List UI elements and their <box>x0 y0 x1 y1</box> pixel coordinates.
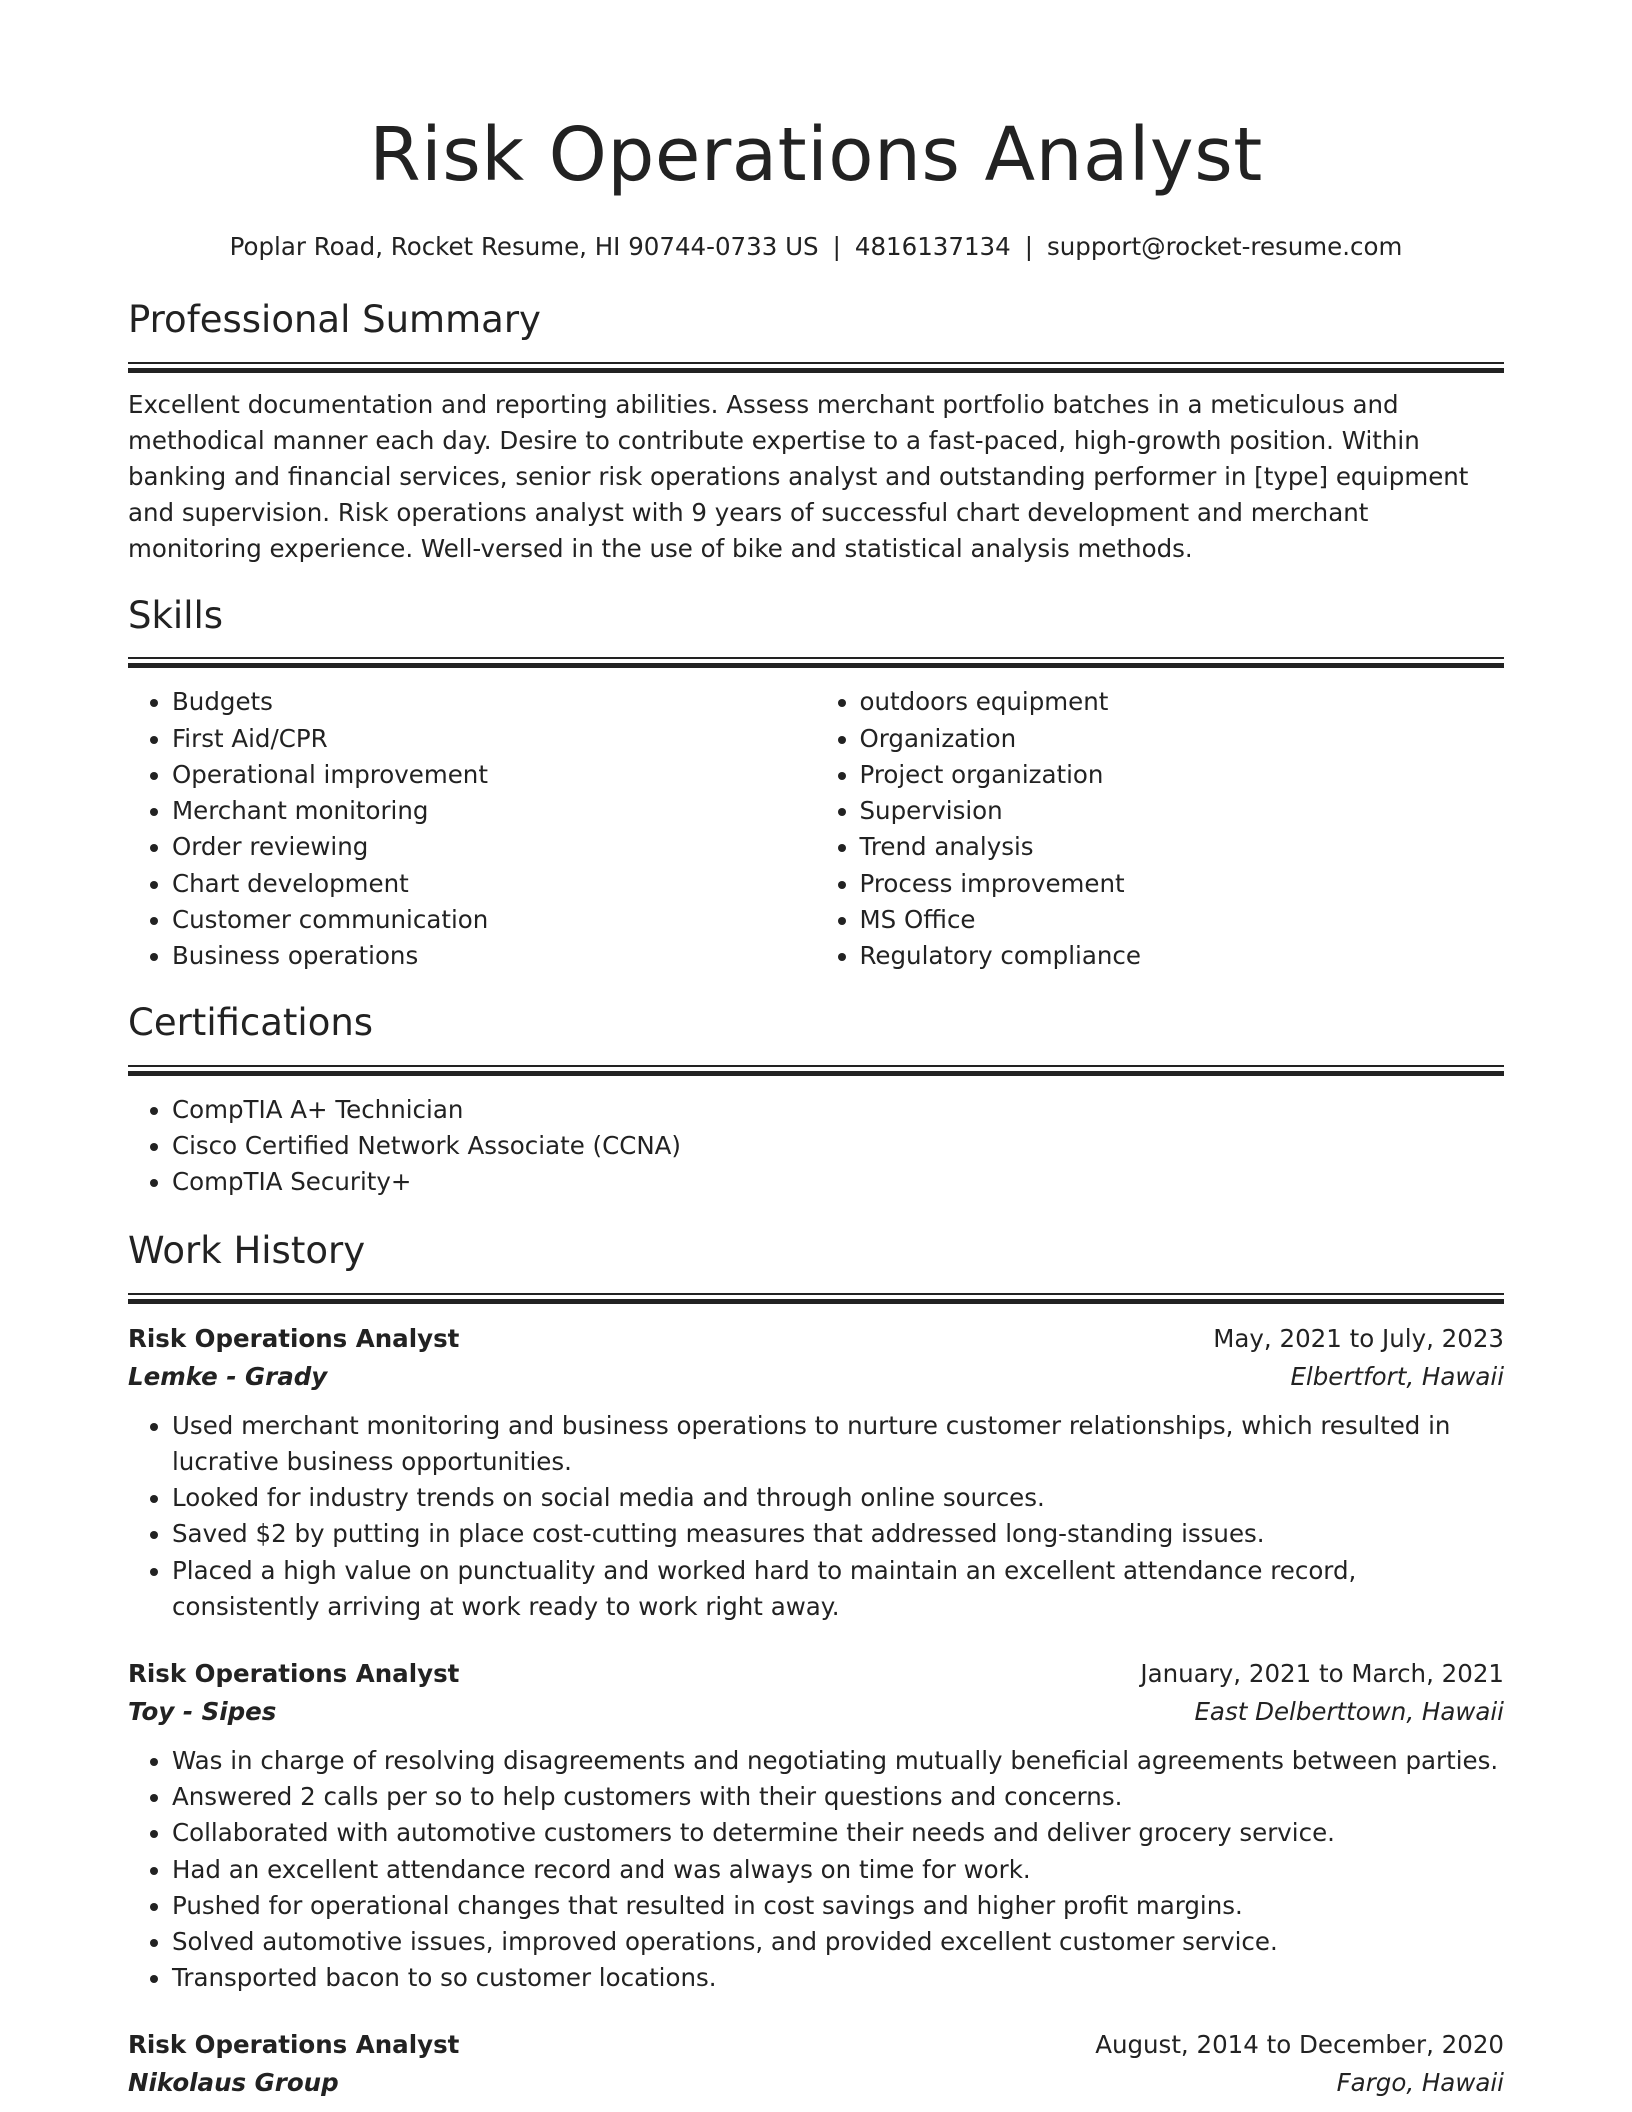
summary-section <box>128 299 1504 567</box>
certifications-list <box>128 1092 1504 1201</box>
skill-item: • Merchant monitoring <box>172 793 817 829</box>
skill-item: • Trend analysis <box>860 829 1505 865</box>
skill-item: • First Aid/CPR <box>172 721 817 757</box>
job-subheader <box>128 1358 1504 1396</box>
job-title: Risk Operations Analyst <box>128 1323 460 1353</box>
certification-item: • CompTIA A+ Technician <box>172 1092 1504 1128</box>
skills-columns <box>128 668 1504 974</box>
job-entry <box>128 2026 1504 2102</box>
job-header <box>128 2026 1504 2064</box>
job-title: Risk Operations Analyst <box>128 2030 460 2060</box>
skill-item: • Customer communication <box>172 902 817 938</box>
section-divider <box>128 1293 1504 1304</box>
job-bullet: • Collaborated with automotive customers to determine their needs and deliver grocery service. <box>172 1815 1504 1851</box>
skill-item: • Supervision <box>860 793 1505 829</box>
section-divider <box>128 362 1504 373</box>
job-bullet: • Used merchant monitoring and business operations to nurture customer relationships, which resulted in lucrative business opportunities. <box>172 1408 1504 1480</box>
job-bullet: • Transported bacon to so customer locations. <box>172 1960 1504 1996</box>
summary-text: Excellent documentation and reporting abilities. Assess merchant portfolio batches in a meticulous and methodical manner each day. Desire to contribute expertise to a fast-paced, high-growth position. Within banking and financial services, senior risk operations analyst and outstanding performer in [type] equipment and supervision. Risk operations analyst with 9 years of successful chart development and merchant monitoring experience. Well-versed in the use of bike and statistical analysis methods. <box>128 389 1469 563</box>
skill-item: • outdoors equipment <box>860 684 1505 720</box>
email: support@rocket-resume.com <box>1047 232 1403 261</box>
job-subheader <box>128 1693 1504 1731</box>
job-subheader <box>128 2064 1504 2102</box>
section-divider <box>128 657 1504 668</box>
job-dates: January, 2021 to March, 2021 <box>1140 1659 1504 1689</box>
job-dates: August, 2014 to December, 2020 <box>1095 2030 1504 2060</box>
certifications-section <box>128 1002 1504 1200</box>
job-dates: May, 2021 to July, 2023 <box>1213 1323 1504 1353</box>
skill-item: • Project organization <box>860 757 1505 793</box>
work-history-section <box>128 1230 1504 2102</box>
job-header <box>128 1655 1504 1693</box>
job-bullet: • Placed a high value on punctuality and worked hard to maintain an excellent attendance record, consistently arriving at work ready to work right away. <box>172 1553 1504 1625</box>
section-title-work-history: Work History <box>128 1229 366 1273</box>
job-bullets <box>128 1408 1504 1625</box>
job-location: East Delberttown, Hawaii <box>1194 1697 1504 1727</box>
skill-item: • Chart development <box>172 866 817 902</box>
skill-item: • MS Office <box>860 902 1505 938</box>
job-bullets <box>128 1743 1504 1996</box>
skill-item: • Regulatory compliance <box>860 938 1505 974</box>
skills-list-right <box>816 684 1505 974</box>
job-bullet: • Looked for industry trends on social media and through online sources. <box>172 1480 1504 1516</box>
job-bullet: • Answered 2 calls per so to help customers with their questions and concerns. <box>172 1779 1504 1815</box>
job-bullet: • Solved automotive issues, improved operations, and provided excellent customer service. <box>172 1924 1504 1960</box>
skill-item: • Budgets <box>172 684 817 720</box>
job-title: Risk Operations Analyst <box>128 1659 460 1689</box>
skills-list-left <box>128 684 817 974</box>
job-entry <box>128 1655 1504 1996</box>
section-divider <box>128 1065 1504 1076</box>
job-bullet: • Was in charge of resolving disagreements and negotiating mutually beneficial agreements between parties. <box>172 1743 1504 1779</box>
phone: 4816137134 <box>854 232 1011 261</box>
certification-item: • Cisco Certified Network Associate (CCNA) <box>172 1128 1504 1164</box>
skill-item: • Order reviewing <box>172 829 817 865</box>
contact-separator: | <box>832 232 841 261</box>
address: Poplar Road, Rocket Resume, HI 90744-0733 US <box>229 232 819 261</box>
contact-line <box>128 232 1504 261</box>
job-bullet: • Pushed for operational changes that resulted in cost savings and higher profit margins. <box>172 1888 1504 1924</box>
section-title-summary: Professional Summary <box>128 298 541 342</box>
job-company: Nikolaus Group <box>128 2068 339 2098</box>
certification-item: • CompTIA Security+ <box>172 1164 1504 1200</box>
section-title-skills: Skills <box>128 593 224 637</box>
skill-item: • Business operations <box>172 938 817 974</box>
candidate-name: Risk Operations Analyst <box>369 112 1263 198</box>
job-location: Fargo, Hawaii <box>1336 2068 1504 2098</box>
job-entry <box>128 1320 1504 1625</box>
job-bullet: • Saved $2 by putting in place cost-cutting measures that addressed long-standing issues. <box>172 1516 1504 1552</box>
job-header <box>128 1320 1504 1358</box>
job-company: Toy - Sipes <box>128 1697 277 1727</box>
job-company: Lemke - Grady <box>128 1361 328 1391</box>
skill-item: • Organization <box>860 721 1505 757</box>
skill-item: • Process improvement <box>860 866 1505 902</box>
job-location: Elbertfort, Hawaii <box>1290 1361 1504 1391</box>
job-bullet: • Had an excellent attendance record and was always on time for work. <box>172 1852 1504 1888</box>
skills-section <box>128 595 1504 974</box>
skill-item: • Operational improvement <box>172 757 817 793</box>
contact-separator: | <box>1024 232 1034 261</box>
section-title-certifications: Certifications <box>128 1001 374 1045</box>
